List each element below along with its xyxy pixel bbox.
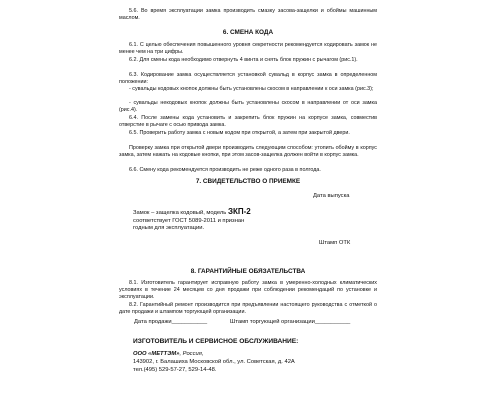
paragraph-6-4: 6.4. После замены кода установить и закрепить блок пружин на корпусе замка, совместив отверстие в рычаге с осью привода замка. — [119, 115, 377, 129]
issue-date-label: Дата выпуска — [313, 193, 350, 199]
certificate-prefix: Замок – защелка кодовый, модель — [133, 210, 227, 216]
otk-stamp-label: Штамп ОТК — [319, 240, 351, 246]
company-line — [133, 351, 203, 359]
paragraph-5-6: 5.6. Во время эксплуатации замка производить смазку засова-защелки и обоймы машинным маслом. — [119, 8, 377, 22]
acceptance-certificate — [133, 208, 251, 233]
company-country: , Россия, — [179, 351, 204, 357]
section-7-heading: 7. СВИДЕТЕЛЬСТВО О ПРИЕМКЕ — [195, 178, 301, 185]
model-name: ЗКП-2 — [227, 207, 251, 216]
paragraph-8-1: 8.1. Изготовитель гарантирует исправную работу замка в умеренно-холодных климатических условиях в течение 24 месяцев со дня продажи при соблюдении рекомендаций по установке и эксплуатации. — [119, 280, 377, 301]
shop-stamp-field: Штамп торгующей организации___________ — [230, 319, 351, 325]
company-phone: тел.(495) 529-57-27, 529-14-48. — [133, 367, 217, 373]
paragraph-6-6: 6.6. Смену кода рекомендуется производить не реже одного раза в полгода. — [129, 167, 321, 173]
section-8-heading: 8. ГАРАНТИЙНЫЕ ОБЯЗАТЕЛЬСТВА — [190, 268, 306, 275]
paragraph-6-3-b: - сувальды некодовых кнопок должны быть установлены скосом в направлении от оси замка (рис.4). — [119, 100, 377, 114]
certificate-line-2: соответствует ГОСТ 5089-2011 и признан — [133, 217, 245, 224]
paragraph-8-2: 8.2. Гарантийный ремонт производится при предъявлении настоящего руководства с отметкой о дате продажи и штампом торгующей организации. — [119, 302, 377, 316]
section-6-heading: 6. СМЕНА КОДА — [222, 29, 274, 36]
certificate-line-3: годным для эксплуатации. — [133, 225, 205, 232]
paragraph-6-2: 6.2. Для смены кода необходимо отвернуть 4 винта и снять блок пружин с рычагом (рис.1). — [129, 57, 358, 63]
company-name: ООО «МЕТТЭМ» — [133, 351, 180, 357]
sale-date-field: Дата продажи___________ — [134, 319, 208, 325]
paragraph-6-5-check: Проверку замка при открытой двери производить следующим способом: утопить обойму в корпус замка, затем нажать на кодовые кнопки, при этом засов-защелка должен войти в корпус замка. — [119, 145, 377, 159]
paragraph-6-3-a: - сувальды кодовых кнопок должны быть установлены скосом в направлении к оси замка (рис.3); — [129, 86, 374, 92]
manufacturer-heading: ИЗГОТОВИТЕЛЬ И СЕРВИСНОЕ ОБСЛУЖИВАНИЕ: — [133, 338, 299, 345]
company-address: 143902, г. Балашиха Московской обл., ул. Советская, д. 42А — [133, 359, 295, 365]
paragraph-6-3: 6.3. Кодирование замка осуществляется установкой сувальд в корпус замка в определенном положении: — [119, 72, 377, 86]
paragraph-6-5: 6.5. Проверить работу замка с новым кодом при открытой, а затем при закрытой двери. — [129, 130, 350, 136]
paragraph-6-1: 6.1. С целью обеспечения повышенного уровня секретности рекомендуется кодировать замок не менее чем на три цифры. — [119, 42, 377, 56]
certificate-line-1 — [133, 208, 251, 218]
